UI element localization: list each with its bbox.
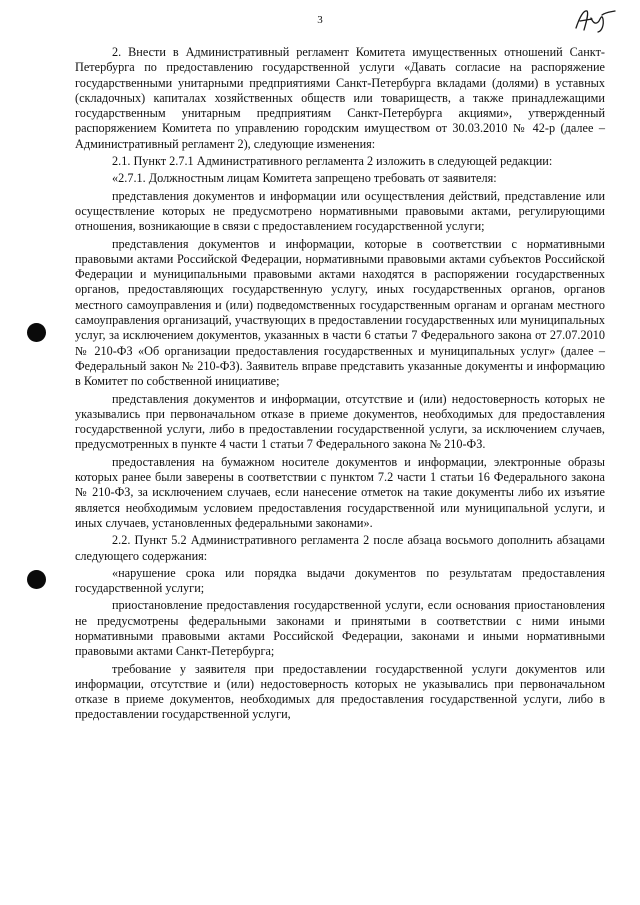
paragraph-item-2: 2. Внести в Административный регламент Комитета имущественных отношений Санкт-Петербурга по предоставлению государственной услуги «Давать согласие на распоряжение государственными унитарными предприятиями Санкт-Петербурга вкладами (долями) в уставных (складочных) капиталах хозяйственных обществ или товариществ, а также принадлежащими государственным унитарным предприятиям Санкт-Петербурга акциями», утвержденный распоряжением Комитета по управлению городским имуществом от 30.03.2010 № 42-р (далее – Административный регламент 2), следующие изменения: xyxy=(75,45,605,151)
paragraph-violation-3: требование у заявителя при предоставлении государственной услуги документов или информации, отсутствие и (или) недостоверность которых не указывались при первоначальном отказе в приеме документов, необходимых для предоставления государственной услуги, либо в предоставлении государственной услуги, xyxy=(75,661,605,722)
paragraph-prohibition-4: предоставления на бумажном носителе документов и информации, электронные образы которых ранее были заверены в соответствии с пунктом 7.2 части 1 статьи 16 Федерального закона № 210-ФЗ, за исключением случаев, если нанесение отметок на такие документы либо их изъятие является необходимым условием предоставления государственной или муниципальной услуги, и иных случаев, установленных федеральными законами». xyxy=(75,454,605,530)
document-body xyxy=(75,45,605,723)
handwritten-signature xyxy=(572,6,618,34)
paragraph-quote-2-7-1: «2.7.1. Должностным лицам Комитета запрещено требовать от заявителя: xyxy=(112,171,497,186)
punch-hole xyxy=(27,570,46,589)
paragraph-prohibition-2: представления документов и информации, которые в соответствии с нормативными правовыми актами Российской Федерации, нормативными правовыми актами субъектов Российской Федерации и муниципальными правовыми актами находятся в распоряжении государственных органов, предоставляющих государственную услугу, иных государственных органов, органов местного самоуправления и (или) подведомственных государственным органам и органам местного самоуправления организаций, участвующих в предоставлении государственных или муниципальных услуг, за исключением документов, указанных в части 6 статьи 7 Федерального закона от 27.07.2010 № 210-ФЗ «Об организации предоставления государственных и муниципальных услуг» (далее – Федеральный закон № 210-ФЗ). Заявитель вправе представить указанные документы и информацию в Комитет по собственной инициативе; xyxy=(75,236,605,389)
punch-hole xyxy=(27,323,46,342)
page-number: 3 xyxy=(317,14,323,26)
paragraph-prohibition-3: представления документов и информации, отсутствие и (или) недостоверность которых не указывались при первоначальном отказе в приеме документов, необходимых для предоставления государственной услуги, либо в предоставлении государственной услуги, за исключением случаев, предусмотренных в пункте 4 части 1 статьи 7 Федерального закона № 210-ФЗ. xyxy=(75,391,605,452)
paragraph-violation-1: «нарушение срока или порядка выдачи документов по результатам предоставления государственной услуги; xyxy=(75,565,605,596)
paragraph-item-2-2: 2.2. Пункт 5.2 Административного регламента 2 после абзаца восьмого дополнить абзацами следующего содержания: xyxy=(75,533,605,563)
paragraph-prohibition-1: представления документов и информации или осуществления действий, представление или осуществление которых не предусмотрено нормативными правовыми актами, регулирующими отношения, возникающие в связи с предоставлением государственной услуги; xyxy=(75,188,605,234)
paragraph-item-2-1: 2.1. Пункт 2.7.1 Административного регламента 2 изложить в следующей редакции: xyxy=(112,154,553,169)
paragraph-violation-2: приостановление предоставления государственной услуги, если основания приостановления не предусмотрены федеральными законами и принятыми в соответствии с ними иными нормативными правовыми актами Российской Федерации, законами и иными нормативными правовыми актами Санкт-Петербурга; xyxy=(75,598,605,659)
